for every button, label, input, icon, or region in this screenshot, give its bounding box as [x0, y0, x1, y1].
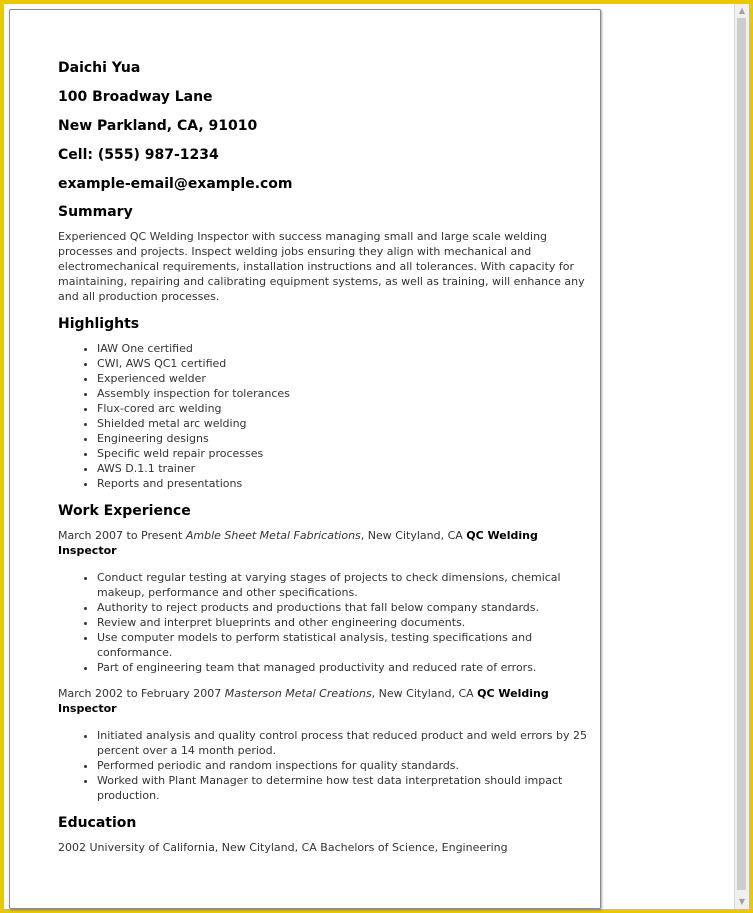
list-item: • Experienced welder [97, 371, 594, 386]
scrollbar-thumb[interactable] [737, 18, 746, 890]
contact-name: Daichi Yua [58, 60, 141, 76]
list-item: • Initiated analysis and quality control process that reduced product and weld errors by 25 percent over a 14 month period. [97, 728, 594, 758]
job-location: , New Cityland, CA [360, 529, 463, 542]
list-item: • Engineering designs [97, 431, 594, 446]
job-bullets [58, 728, 594, 803]
scroll-up-icon[interactable]: ▲ [738, 6, 746, 15]
scroll-down-icon[interactable]: ▼ [738, 897, 746, 906]
list-item: • Authority to reject products and productions that fall below company standards. [97, 600, 594, 615]
summary-text: Experienced QC Welding Inspector with success managing small and large scale welding processes and projects. Inspect welding jobs ensuring they align with mechanical and electromechanical requirements, installation instructions and all tolerances. With capacity for maintaining, repairing and calibrating equipment systems, as well as training, will enhance any and all production processes. [58, 230, 585, 303]
resume-content [58, 58, 594, 866]
list-item: • Use computer models to perform statistical analysis, testing specifications and conformance. [97, 630, 594, 660]
list-item: • Worked with Plant Manager to determine how test data interpretation should impact production. [97, 773, 594, 803]
education-heading: Education [58, 815, 137, 831]
job-header [58, 528, 594, 558]
job-company: Amble Sheet Metal Fabrications [185, 529, 361, 542]
work-experience-heading: Work Experience [58, 503, 191, 519]
highlights-list [58, 341, 594, 491]
list-item: • Part of engineering team that managed productivity and reduced rate of errors. [97, 660, 594, 675]
contact-phone: Cell: (555) 987-1234 [58, 147, 219, 163]
list-item: • Review and interpret blueprints and other engineering documents. [97, 615, 594, 630]
list-item: • Shielded metal arc welding [97, 416, 594, 431]
list-item: • AWS D.1.1 trainer [97, 461, 594, 476]
job-bullets [58, 570, 594, 675]
list-item: • IAW One certified [97, 341, 594, 356]
list-item: • CWI, AWS QC1 certified [97, 356, 594, 371]
summary-heading: Summary [58, 204, 133, 220]
contact-address-line1: 100 Broadway Lane [58, 89, 213, 105]
list-item: • Performed periodic and random inspections for quality standards. [97, 758, 594, 773]
document-viewport [4, 4, 749, 909]
list-item: • Reports and presentations [97, 476, 594, 491]
list-item: • Conduct regular testing at varying stages of projects to check dimensions, chemical makeup, performance and other specifications. [97, 570, 594, 600]
contact-email: example-email@example.com [58, 176, 293, 192]
highlights-heading: Highlights [58, 316, 140, 332]
job-dates: March 2007 to Present [58, 529, 183, 542]
vertical-scrollbar[interactable] [734, 4, 749, 909]
job-dates: March 2002 to February 2007 [58, 687, 222, 700]
job-location: , New Cityland, CA [371, 687, 474, 700]
list-item: • Flux-cored arc welding [97, 401, 594, 416]
list-item: • Specific weld repair processes [97, 446, 594, 461]
resume-page [9, 9, 601, 909]
contact-address-line2: New Parkland, CA, 91010 [58, 118, 258, 134]
job-company: Masterson Metal Creations [224, 687, 372, 700]
job-role: QC Welding Inspector [58, 529, 538, 557]
job-role: QC Welding Inspector [58, 687, 549, 715]
list-item: • Assembly inspection for tolerances [97, 386, 594, 401]
job-header [58, 686, 594, 716]
education-text: 2002 University of California, New Cityland, CA Bachelors of Science, Engineering [58, 841, 508, 854]
